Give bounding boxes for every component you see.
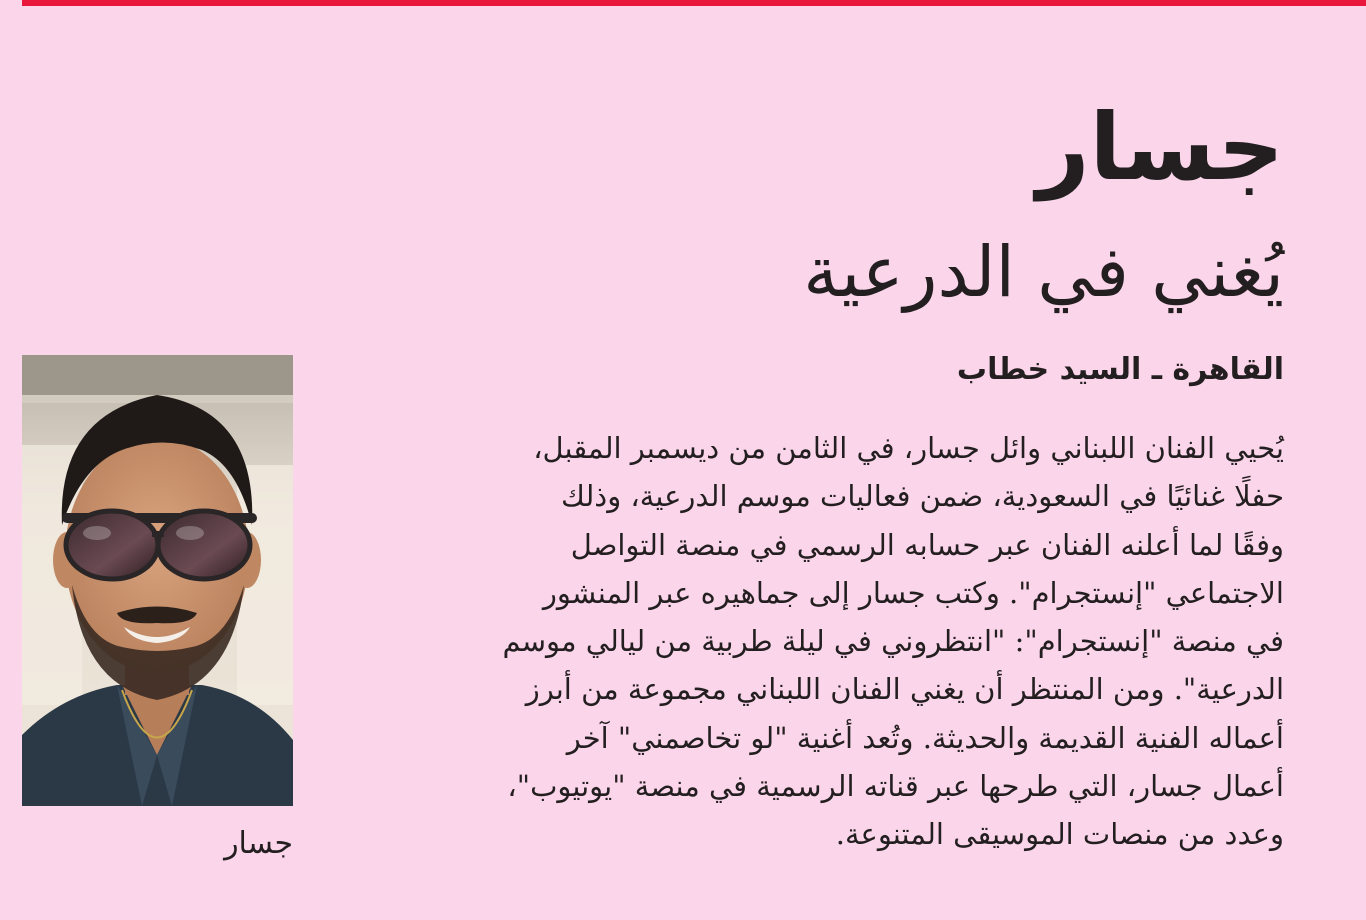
body-line: وفقًا لما أعلنه الفنان عبر حسابه الرسمي في منصة التواصل <box>570 527 1284 562</box>
body-line: حفلًا غنائيًا في السعودية، ضمن فعاليات موسم الدرعية، وذلك <box>561 479 1284 514</box>
body-line: في منصة "إنستجرام": "انتظروني في ليلة طربية من ليالي موسم <box>502 624 1284 659</box>
body-line: يُحيي الفنان اللبناني وائل جسار، في الثامن من ديسمبر المقبل، <box>533 431 1284 465</box>
byline: القاهرة ـ السيد خطاب <box>956 352 1284 387</box>
subheadline: يُغني في الدرعية <box>803 231 1284 313</box>
body-line: الدرعية". ومن المنتظر أن يغني الفنان اللبناني مجموعة من أبرز <box>525 672 1284 707</box>
body-line: أعمال جسار، التي طرحها عبر قناته الرسمية في منصة "يوتيوب"، <box>507 769 1284 804</box>
body-line: الاجتماعي "إنستجرام". وكتب جسار إلى جماهيره عبر المنشور <box>542 575 1284 610</box>
article-body <box>374 424 1284 859</box>
headline: جسار <box>1036 94 1284 201</box>
top-red-rule <box>22 0 1366 6</box>
photo-caption: جسار <box>224 826 293 861</box>
body-line: وعدد من منصات الموسيقى المتنوعة. <box>835 817 1284 852</box>
body-line: أعماله الفنية القديمة والحديثة. وتُعد أغنية "لو تخاصمني" آخر <box>566 720 1284 755</box>
portrait-photo <box>22 355 293 806</box>
portrait-illustration <box>22 355 293 806</box>
